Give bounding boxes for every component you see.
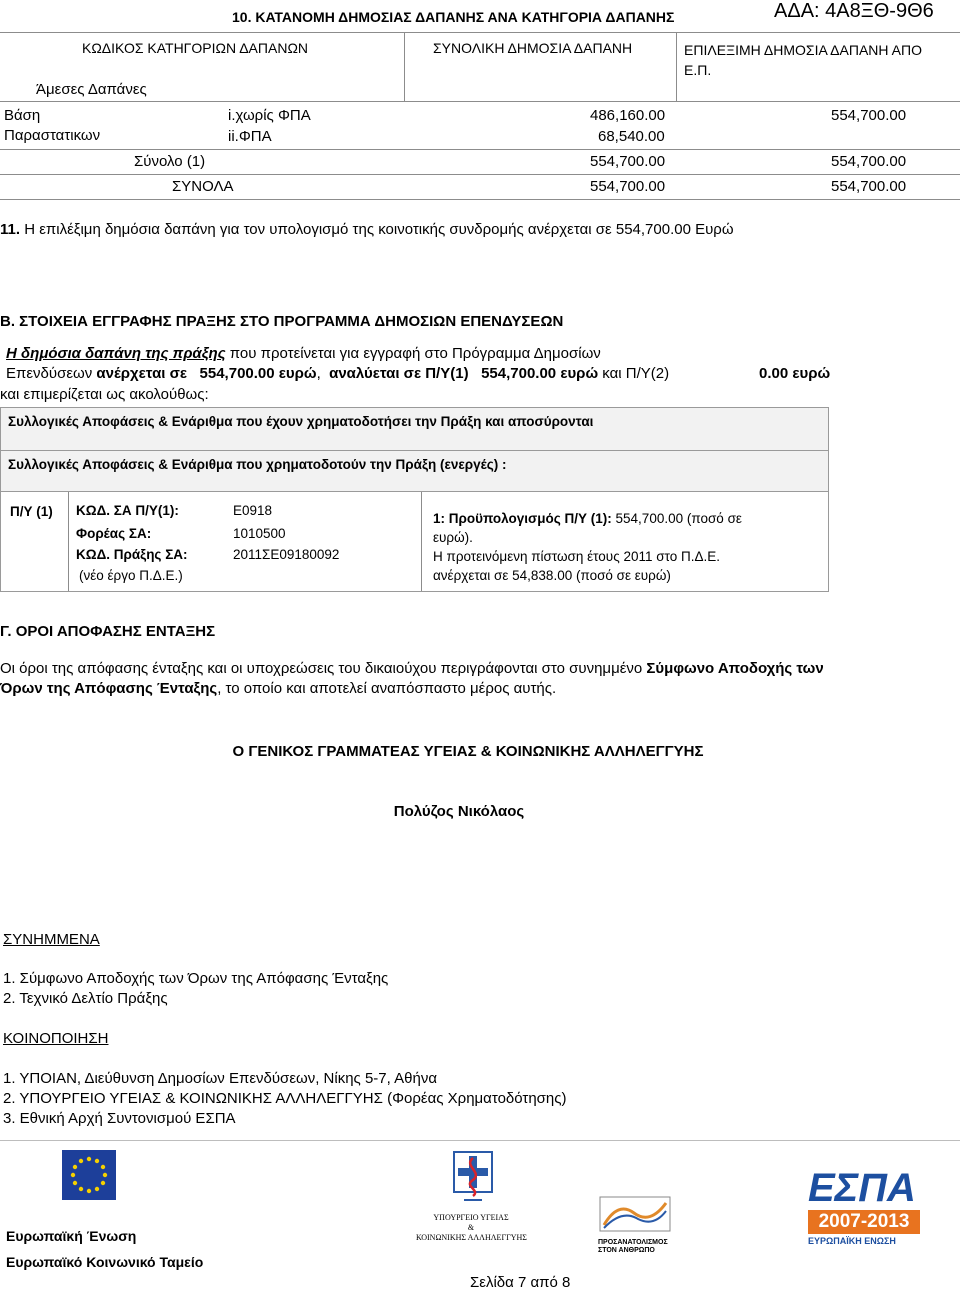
basis-label-1: Βάση bbox=[4, 107, 41, 124]
section-c-line-1 bbox=[0, 660, 824, 677]
espa-logo bbox=[808, 1168, 920, 1246]
section-c-text-b: , το οποίο και αποτελεί αναπόσπαστο μέρος αυτής. bbox=[217, 680, 557, 697]
sa-code-key: ΚΩΔ. ΣΑ Π/Υ(1): bbox=[76, 503, 179, 518]
section-11-number: 11. bbox=[0, 221, 21, 238]
totals-label: ΣΥΝΟΛΑ bbox=[172, 178, 234, 195]
section-title: 10. ΚΑΤΑΝΟΜΗ ΔΗΜΟΣΙΑΣ ΔΑΠΑΝΗΣ ΑΝΑ ΚΑΤΗΓΟΡΙΑ ΔΑΠΑΝΗΣ bbox=[232, 9, 675, 25]
line2-e: αναλύεται σε Π/Υ(1) bbox=[329, 365, 469, 382]
budget-detail-box bbox=[0, 491, 829, 592]
withdrawn-decisions-label: Συλλογικές Αποφάσεις & Ενάριθμα που έχουν χρηματοδοτήσει την Πράξη και αποσύρονται bbox=[8, 414, 594, 429]
project-code-key: ΚΩΔ. Πράξης ΣΑ: bbox=[76, 547, 188, 562]
budget-line-4: ανέρχεται σε 54,838.00 (ποσό σε ευρώ) bbox=[433, 568, 671, 583]
sa-body-value: 1010500 bbox=[233, 526, 286, 541]
section-11 bbox=[0, 221, 734, 238]
col-header-code: ΚΩΔΙΚΟΣ ΚΑΤΗΓΟΡΙΩΝ ΔΑΠΑΝΩΝ bbox=[82, 40, 309, 56]
active-decisions-box bbox=[0, 450, 829, 492]
withdrawn-decisions-box bbox=[0, 407, 829, 451]
footer-eu: Ευρωπαϊκή Ένωση bbox=[6, 1228, 137, 1244]
subtotal-eligible: 554,700.00 bbox=[831, 153, 907, 170]
ministry-line-3: ΚΟΙΝΩΝΙΚΗΣ ΑΛΛΗΛΕΓΓΥΗΣ bbox=[416, 1233, 527, 1242]
program-logo-text: ΠΡΟΣΑΝΑΤΟΛΙΣΜΟΣ ΣΤΟΝ ΑΝΘΡΩΠΟ bbox=[598, 1239, 668, 1254]
direct-costs-label: Άμεσες Δαπάνες bbox=[36, 81, 147, 98]
line2-b: ανέρχεται σε bbox=[96, 365, 188, 382]
subtotal-total: 554,700.00 bbox=[590, 153, 666, 170]
line2-amount-py1: 554,700.00 ευρώ bbox=[481, 365, 599, 382]
espa-title: ΕΣΠΑ bbox=[808, 1166, 916, 1210]
budget-key: 1: Προϋπολογισμός Π/Υ (1): bbox=[433, 511, 612, 526]
col-header-total: ΣΥΝΟΛΙΚΗ ΔΗΜΟΣΙΑ ΔΑΠΑΝΗ bbox=[433, 40, 633, 56]
attachment-item-1: 1. Σύμφωνο Αποδοχής των Όρων της Απόφασης Ένταξης bbox=[3, 970, 389, 987]
program-logo-icon bbox=[598, 1195, 672, 1233]
ada-code: ΑΔΑ: 4Α8ΞΘ-9Θ6 bbox=[774, 0, 934, 22]
footer-esf: Ευρωπαϊκό Κοινωνικό Ταμείο bbox=[6, 1254, 204, 1270]
section-b-line-1 bbox=[6, 345, 601, 362]
section-b-line-2 bbox=[6, 365, 669, 382]
sa-body-key: Φορέας ΣΑ: bbox=[76, 526, 152, 541]
notification-item-3: 3. Εθνική Αρχή Συντονισμού ΕΣΠΑ bbox=[3, 1110, 236, 1127]
attachment-item-2: 2. Τεχνικό Δελτίο Πράξης bbox=[3, 990, 168, 1007]
sa-code-value: Ε0918 bbox=[233, 503, 273, 518]
ministry-logo-text bbox=[416, 1213, 526, 1243]
espa-years: 2007-2013 bbox=[808, 1210, 920, 1234]
row-no-vat-total: 486,160.00 bbox=[590, 107, 666, 124]
totals-eligible: 554,700.00 bbox=[831, 178, 907, 195]
signatory-name: Πολύζος Νικόλαος bbox=[393, 803, 525, 820]
subtotal-label: Σύνολο (1) bbox=[134, 153, 206, 170]
new-project-note: (νέο έργο Π.Δ.Ε.) bbox=[79, 568, 183, 583]
page-number: Σελίδα 7 από 8 bbox=[470, 1274, 571, 1291]
section-c-title: Γ. ΟΡΟΙ ΑΠΟΦΑΣΗΣ ΕΝΤΑΞΗΣ bbox=[0, 623, 216, 640]
row-no-vat-label: i.χωρίς ΦΠΑ bbox=[228, 107, 311, 124]
budget-line-3: Η προτεινόμενη πίστωση έτους 2011 στο Π.Δ.Ε. bbox=[433, 549, 720, 564]
active-decisions-label: Συλλογικές Αποφάσεις & Ενάριθμα που χρηματοδοτούν την Πράξη (ενεργές) : bbox=[8, 457, 507, 472]
line2-amount-total: 554,700.00 ευρώ bbox=[199, 365, 317, 382]
section-c-line-2 bbox=[0, 680, 556, 697]
notification-title: ΚΟΙΝΟΠΟΙΗΣΗ bbox=[3, 1030, 109, 1047]
line2-g: και Π/Υ(2) bbox=[602, 365, 670, 382]
section-b-line-3: και επιμερίζεται ως ακολούθως: bbox=[0, 386, 209, 403]
line2-a: Επενδύσεων bbox=[6, 365, 97, 382]
ministry-line-2: & bbox=[467, 1223, 475, 1232]
public-cost-phrase: Η δημόσια δαπάνη της πράξης bbox=[6, 345, 226, 362]
notification-item-1: 1. ΥΠΟΙΑΝ, Διεύθυνση Δημοσίων Επενδύσεων, Νίκης 5-7, Αθήνα bbox=[3, 1070, 438, 1087]
budget-line-2: ευρώ). bbox=[433, 530, 473, 545]
ministry-line-1: ΥΠΟΥΡΓΕΙΟ ΥΓΕΙΑΣ bbox=[433, 1213, 509, 1222]
row-vat-total: 68,540.00 bbox=[598, 128, 665, 145]
basis-label-2: Παραστατικων bbox=[4, 127, 101, 144]
row-vat-label: ii.ΦΠΑ bbox=[228, 128, 272, 145]
eu-flag-icon bbox=[62, 1150, 116, 1200]
section-c-text-a: Οι όροι της απόφασης ένταξης και οι υποχρεώσεις του δικαιούχου περιγράφονται στο συνημμένο bbox=[0, 660, 647, 677]
section-b-line-1-rest: που προτείνεται για εγγραφή στο Πρόγραμμα Δημοσίων bbox=[225, 345, 601, 362]
row-no-vat-eligible: 554,700.00 bbox=[831, 107, 907, 124]
totals-total: 554,700.00 bbox=[590, 178, 666, 195]
section-11-text: Η επιλέξιμη δημόσια δαπάνη για τον υπολογισμό της κοινοτικής συνδρομής ανέρχεται σε 554,700.00 Ευρώ bbox=[24, 221, 734, 238]
line2-d: , bbox=[316, 365, 321, 382]
col-header-eligible: ΕΠΙΛΕΞΙΜΗ ΔΗΜΟΣΙΑ ΔΑΠΑΝΗ ΑΠΟ Ε.Π. bbox=[684, 42, 922, 78]
project-code-value: 2011ΣΕ09180092 bbox=[233, 547, 340, 562]
budget-line-1 bbox=[433, 511, 742, 526]
espa-eu-label: ΕΥΡΩΠΑΪΚΗ ΕΝΩΣΗ bbox=[808, 1236, 896, 1246]
line2-amount-py2: 0.00 ευρώ bbox=[759, 365, 831, 382]
signatory-role: Ο ΓΕΝΙΚΟΣ ΓΡΑΜΜΑΤΕΑΣ ΥΓΕΙΑΣ & ΚΟΙΝΩΝΙΚΗΣ ΑΛΛΗΛΕΓΓΥΗΣ bbox=[232, 743, 704, 760]
budget-value: 554,700.00 (ποσό σε bbox=[611, 511, 742, 526]
program-logo bbox=[598, 1195, 672, 1265]
attachments-title: ΣΥΝΗΜΜΕΝΑ bbox=[3, 931, 100, 948]
acceptance-terms-ref-1: Σύμφωνο Αποδοχής των bbox=[646, 660, 824, 677]
acceptance-terms-ref-2: Όρων της Απόφασης Ένταξης bbox=[0, 680, 218, 697]
notification-item-2: 2. ΥΠΟΥΡΓΕΙΟ ΥΓΕΙΑΣ & ΚΟΙΝΩΝΙΚΗΣ ΑΛΛΗΛΕΓΓΥΗΣ (Φορέας Χρηματοδότησης) bbox=[3, 1090, 567, 1107]
ministry-emblem-icon bbox=[448, 1148, 498, 1208]
section-b-title: Β. ΣΤΟΙΧΕΙΑ ΕΓΓΡΑΦΗΣ ΠΡΑΞΗΣ ΣΤΟ ΠΡΟΓΡΑΜΜΑ ΔΗΜΟΣΙΩΝ ΕΠΕΝΔΥΣΕΩΝ bbox=[0, 313, 564, 330]
py1-label: Π/Υ (1) bbox=[10, 504, 53, 519]
